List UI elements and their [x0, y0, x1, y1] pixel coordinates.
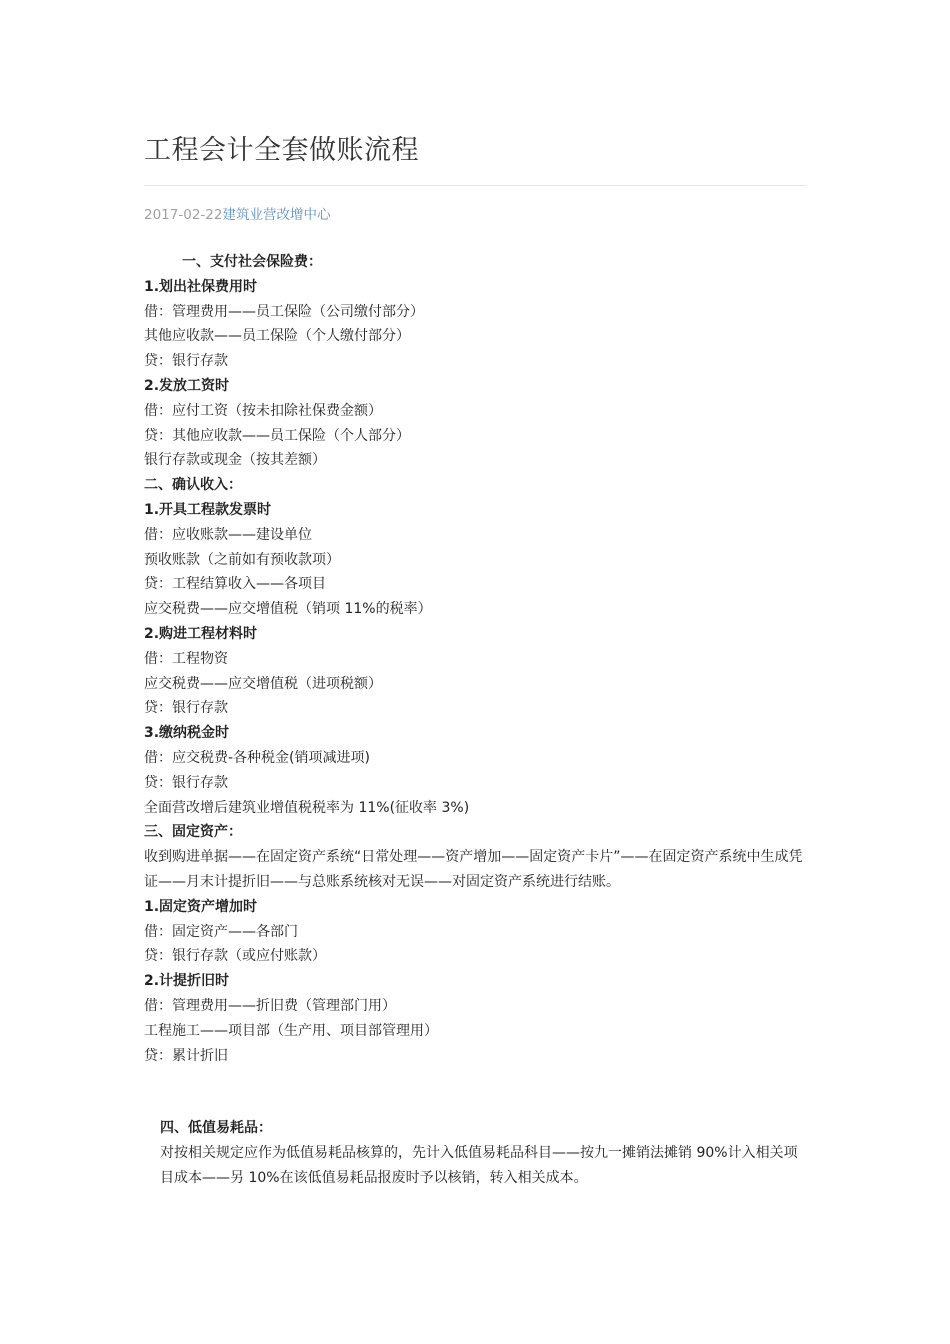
publish-date: 2017-02-22: [144, 207, 223, 223]
entry-line: 贷：银行存款（或应付账款）: [144, 948, 326, 965]
entry-line: 贷：累计折旧: [144, 1047, 228, 1064]
section-heading: 三、固定资产：: [144, 824, 242, 841]
section-heading: 一、支付社会保险费：: [182, 254, 322, 270]
subsection-heading: 1.划出社保费用时: [144, 278, 258, 295]
title-divider: [144, 185, 807, 186]
entry-line: 贷：其他应收款——员工保险（个人部分）: [144, 427, 410, 444]
subsection-heading: 1.固定资产增加时: [144, 898, 258, 915]
entry-line: 工程施工——项目部（生产用、项目部管理用）: [144, 1022, 438, 1039]
entry-line: 应交税费——应交增值税（进项税额）: [144, 675, 382, 692]
entry-line: 贷：银行存款: [144, 353, 228, 370]
paragraph: 收到购进单据——在固定资产系统“日常处理——资产增加——固定资产卡片”——在固定资产系统中生成凭证——月末计提折旧——与总账系统核对无误——对固定资产系统进行结账。: [144, 849, 803, 890]
entry-line: 全面营改增后建筑业增值税税率为 11%(征收率 3%): [144, 799, 470, 816]
article-meta: [144, 205, 330, 225]
entry-line: 其他应收款——员工保险（个人缴付部分）: [144, 328, 410, 345]
entry-line: 贷：银行存款: [144, 774, 228, 791]
section-heading: 二、确认收入：: [144, 477, 242, 494]
entry-line: 贷：银行存款: [144, 700, 228, 717]
subsection-heading: 1.开具工程款发票时: [144, 501, 272, 518]
subsection-heading: 2.购进工程材料时: [144, 625, 258, 642]
entry-line: 借：应交税费-各种税金(销项减进项): [144, 749, 370, 766]
entry-line: 借：应收账款——建设单位: [144, 526, 312, 543]
entry-line: 贷：工程结算收入——各项目: [144, 576, 326, 593]
paragraph: 对按相关规定应作为低值易耗品核算的，先计入低值易耗品科目——按九一摊销法摊销 90%计入相关项目成本——另 10%在该低值易耗品报废时予以核销，转入相关成本。: [160, 1145, 798, 1186]
subsection-heading: 2.发放工资时: [144, 377, 230, 394]
entry-line: 预收账款（之前如有预收款项）: [144, 551, 340, 568]
section-heading: 四、低值易耗品：: [160, 1120, 272, 1137]
entry-line: 借：管理费用——员工保险（公司缴付部分）: [144, 303, 424, 320]
author-link[interactable]: 建筑业营改增中心: [222, 207, 331, 223]
entry-line: 借：工程物资: [144, 650, 228, 667]
entry-line: 应交税费——应交增值税（销项 11%的税率）: [144, 601, 432, 618]
subsection-heading: 2.计提折旧时: [144, 973, 230, 990]
entry-line: 借：应付工资（按未扣除社保费金额）: [144, 402, 382, 419]
subsection-heading: 3.缴纳税金时: [144, 725, 230, 742]
article-body: [144, 250, 807, 1191]
entry-line: 借：管理费用——折旧费（管理部门用）: [144, 997, 396, 1014]
entry-line: 银行存款或现金（按其差额）: [144, 452, 326, 469]
article-title: 工程会计全套做账流程: [144, 135, 419, 166]
entry-line: 借：固定资产——各部门: [144, 923, 298, 940]
